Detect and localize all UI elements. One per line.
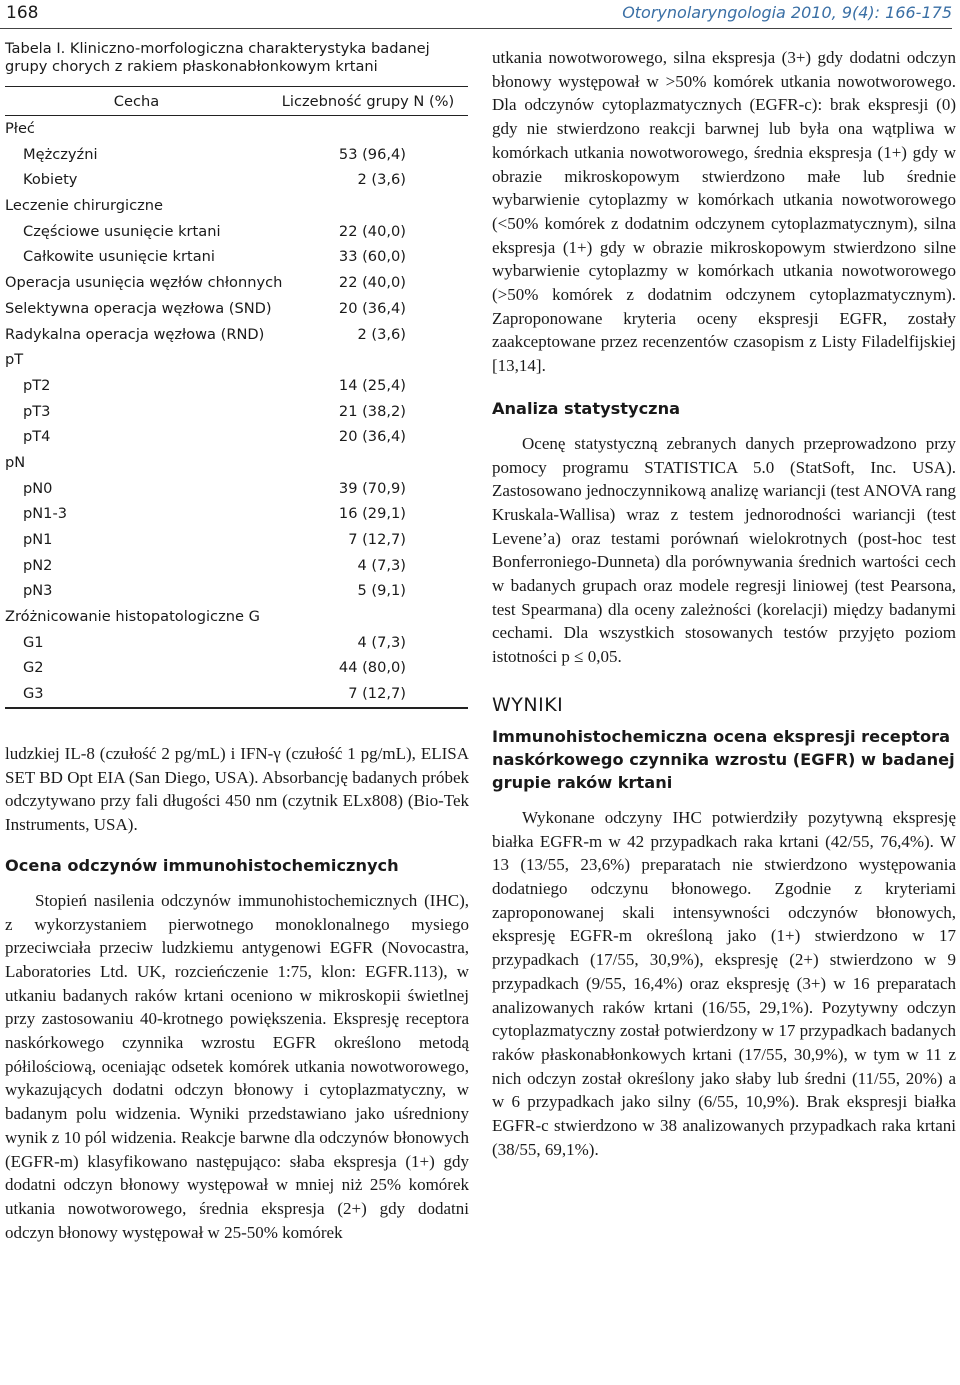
table-row xyxy=(5,373,468,399)
table-cell-feature: pN xyxy=(5,453,26,471)
right-column xyxy=(492,46,956,1161)
table-row xyxy=(5,655,468,681)
table-cell-feature: Płeć xyxy=(5,120,35,137)
table-cell-feature: pT2 xyxy=(23,376,51,394)
table-cell-feature: G2 xyxy=(23,659,44,677)
table-cell-feature: pN0 xyxy=(23,479,53,497)
table-cell-count: 20 (36,4) xyxy=(338,299,406,317)
table-row xyxy=(5,244,468,270)
table-row xyxy=(5,450,468,476)
table-cell-feature: pT3 xyxy=(23,402,51,420)
table-cell-count: 16 (29,1) xyxy=(338,505,406,523)
table-row xyxy=(5,630,468,656)
table-header-count: Liczebność grupy N (%) xyxy=(281,92,455,110)
journal-citation: Otorynolaryngologia 2010, 9(4): 166-175 xyxy=(622,3,952,22)
table-cell-count: 39 (70,9) xyxy=(338,479,406,497)
table-row xyxy=(5,219,468,245)
heading-results: WYNIKI xyxy=(492,693,564,716)
table-row xyxy=(5,681,468,707)
table-rule-bottom xyxy=(5,707,468,709)
page-header xyxy=(6,0,952,30)
table-cell-count: 4 (7,3) xyxy=(357,556,406,574)
paragraph-statistics: Ocenę statystyczną zebranych danych przeprowadzono przy pomocy programu STATISTICA 5.0 (StatSoft, Inc. USA). Zastosowano jednoczynnikową analizę wariancji (test ANOVA rang Kruskala-Wallisa) wraz z testem jednorodności wariancji (test Levene’a) oraz testami porównań wielokrotnych (post-hoc test Bonferroniego-Dunneta) dla porównywania średnich wartości cech w badanych grupach oraz modele regresji liniowej (test Pearsona, test Spearmana) dla oceny zależności (korelacji) między badanymi cechami. Dla wszystkich stosowanych testów przyjęto poziom istotności p ≤ 0,05. xyxy=(492,433,956,667)
table-cell-feature: Leczenie chirurgiczne xyxy=(5,197,163,215)
table-cell-count: 22 (40,0) xyxy=(338,222,406,240)
table-row xyxy=(5,527,468,553)
table-cell-feature: Zróżnicowanie histopatologiczne G xyxy=(5,608,260,626)
table-row xyxy=(5,142,468,168)
table-body xyxy=(5,116,468,707)
table-row xyxy=(5,399,468,425)
table-row xyxy=(5,296,468,322)
table-row xyxy=(5,553,468,579)
table-caption: Tabela I. Kliniczno-morfologiczna charakterystyka badanej grupy chorych z rakiem płaskonabłonkowym krtani xyxy=(5,40,430,75)
table-cell-feature: Kobiety xyxy=(23,171,78,189)
table-cell-feature: pT4 xyxy=(23,428,51,446)
paragraph-criteria-cont: utkania nowotworowego, silna ekspresja (3+) gdy dodatni odczyn błonowy występował w >50% komórek utkania nowotworowego. Dla odczynów cytoplazmatycznych (EGFR-c): brak ekspresji (0) gdy nie stwierdzono reakcji barwnej lub była ona wątpliwa w komórkach utkania nowotworowego, średnia ekspresja (1+) gdy w obrazie mikroskopowym stwierdzono małe lub średnie wybarwienie cytoplazmy w komórkach utkania nowotworowego (<50% komórek z dodatnim odczynem cytoplazmatycznym), silna ekspresja (1+) gdy w obrazie mikroskopowym stwierdzono silne wybarwienie cytoplazmy w komórkach utkania nowotworowego (>50% komórek z dodatnim odczynem cytoplazmatycznym). Zaproponowane kryteria oceny ekspresji EGFR, zostały zaakceptowane przez recenzentów czasopism z Listy Filadelfijskiej [13,14]. xyxy=(492,48,956,376)
table-row xyxy=(5,604,468,630)
table-row xyxy=(5,116,468,142)
table-cell-count: 2 (3,6) xyxy=(357,325,406,343)
table-row xyxy=(5,424,468,450)
table-cell-count: 5 (9,1) xyxy=(357,582,406,600)
table-cell-count: 14 (25,4) xyxy=(338,376,406,394)
table-cell-count: 4 (7,3) xyxy=(357,633,406,651)
table-cell-feature: Częściowe usunięcie krtani xyxy=(23,222,221,240)
table-cell-feature: Mężczyźni xyxy=(23,145,98,163)
table-row xyxy=(5,347,468,373)
table-cell-feature: pN1 xyxy=(23,531,53,548)
heading-egfr: Immunohistochemiczna ocena ekspresji receptora naskórkowego czynnika wzrostu (EGFR) w badanej grupie raków krtani xyxy=(492,726,955,792)
table-cell-feature: pN3 xyxy=(23,582,53,600)
paragraph-egfr: Wykonane odczyny IHC potwierdziły pozytywną ekspresję białka EGFR-m w 42 przypadkach raka krtani (42/55, 76,4%). W 13 (13/55, 23,6%) preparatach nie stwierdzono występowania dodatniego odczynu błonowego. Zgodnie z kryteriami zaproponowanej skali intensywności odczynów błonowych, ekspresję EGFR-m określoną jako (1+) stwierdzono w 17 przypadkach (17/55, 30,9%), ekspresję (2+) stwierdzono w 9 przypadkach (9/55, 16,4%) oraz ekspresję (3+) w 16 preparatach analizowanych raków krtani (16/55, 29,1%). Pozytywny odczyn cytoplazmatyczny został potwierdzony w 17 przypadkach badanych raków płaskonabłonkowych krtani (17/55, 30,9%), w tym w 11 z nich odczyn został określony jako słaby lub średni (11/55, 20%) a w 6 przypadkach jako silny (6/55, 10,9%). Brak ekspresji białka EGFR-c stwierdzono w 38 analizowanych przypadkach raka krtani (38/55, 69,1%). xyxy=(492,807,956,1159)
heading-ihc: Ocena odczynów immunohistochemicznych xyxy=(5,855,399,875)
page-number: 168 xyxy=(6,3,39,23)
table-row xyxy=(5,270,468,296)
table-header-feature: Cecha xyxy=(113,92,160,110)
heading-statistics: Analiza statystyczna xyxy=(492,398,681,418)
table-cell-feature: pN1-3 xyxy=(23,505,68,523)
table-row xyxy=(5,476,468,502)
left-column xyxy=(5,742,469,1244)
table-row xyxy=(5,322,468,348)
table-cell-count: 21 (38,2) xyxy=(338,402,406,420)
table-cell-feature: pT xyxy=(5,351,24,369)
table-row xyxy=(5,193,468,219)
table-cell-feature: G3 xyxy=(23,685,44,703)
table-cell-feature: G1 xyxy=(23,633,44,651)
table-cell-count: 22 (40,0) xyxy=(338,274,406,292)
table-cell-feature: Selektywna operacja węzłowa (SND) xyxy=(5,299,272,317)
table-row xyxy=(5,501,468,527)
table-cell-feature: Radykalna operacja węzłowa (RND) xyxy=(5,325,265,343)
paragraph-methods-cont: ludzkiej IL-8 (czułość 2 pg/mL) i IFN-γ (czułość 1 pg/mL), ELISA SET BD Opt EIA (San Diego, USA). Absorbancję badanych próbek odczytywano przy fali długości 450 nm (czytnik ELx808) (Bio-Tek Instruments, USA). xyxy=(5,744,469,835)
table-cell-feature: Całkowite usunięcie krtani xyxy=(23,248,215,266)
table-cell-count: 2 (3,6) xyxy=(357,171,406,189)
table-row xyxy=(5,578,468,604)
table-cell-count: 53 (96,4) xyxy=(338,145,406,163)
table-1 xyxy=(5,40,468,709)
table-cell-count: 33 (60,0) xyxy=(338,248,406,266)
table-cell-count: 7 (12,7) xyxy=(348,531,406,548)
table-cell-feature: pN2 xyxy=(23,556,53,574)
table-cell-count: 44 (80,0) xyxy=(338,659,406,677)
table-header-row xyxy=(5,87,468,115)
table-row xyxy=(5,167,468,193)
paragraph-ihc: Stopień nasilenia odczynów immunohistochemicznych (IHC), z wykorzystaniem pierwotnego monoklonalnego mysiego przeciwciała przeciw ludzkiemu antygenowi EGFR (Novocastra, Laboratories Ltd. UK, rozcieńczenie 1:75, klon: EGFR.113), w utkaniu badanych raków krtani oceniono w mikroskopii świetlnej przy zastosowaniu 40-krotnego powiększenia. Ekspresję receptora naskórkowego czynnika wzrostu EGFR określono metodą półilościową, oceniając odsetek komórek utkania nowotworowego, wykazujących dodatni odczyn błonowy i cytoplazmatyczny, w badanym polu widzenia. Wyniki przedstawiano jako uśredniony wynik z 10 pól widzenia. Reakcje barwne dla odczynów błonowych (EGFR-m) klasyfikowano następująco: słaba ekspresja (1+) gdy dodatni odczyn błonowy występował w mniej niż 25% komórek utkania nowotworowego, średnia ekspresja (2+) gdy dodatni odczyn błonowy występował w 25-50% komórek xyxy=(5,890,469,1242)
table-cell-count: 7 (12,7) xyxy=(348,685,406,703)
table-cell-feature: Operacja usunięcia węzłów chłonnych xyxy=(5,274,283,292)
header-rule xyxy=(0,28,952,29)
table-cell-count: 20 (36,4) xyxy=(338,428,406,446)
